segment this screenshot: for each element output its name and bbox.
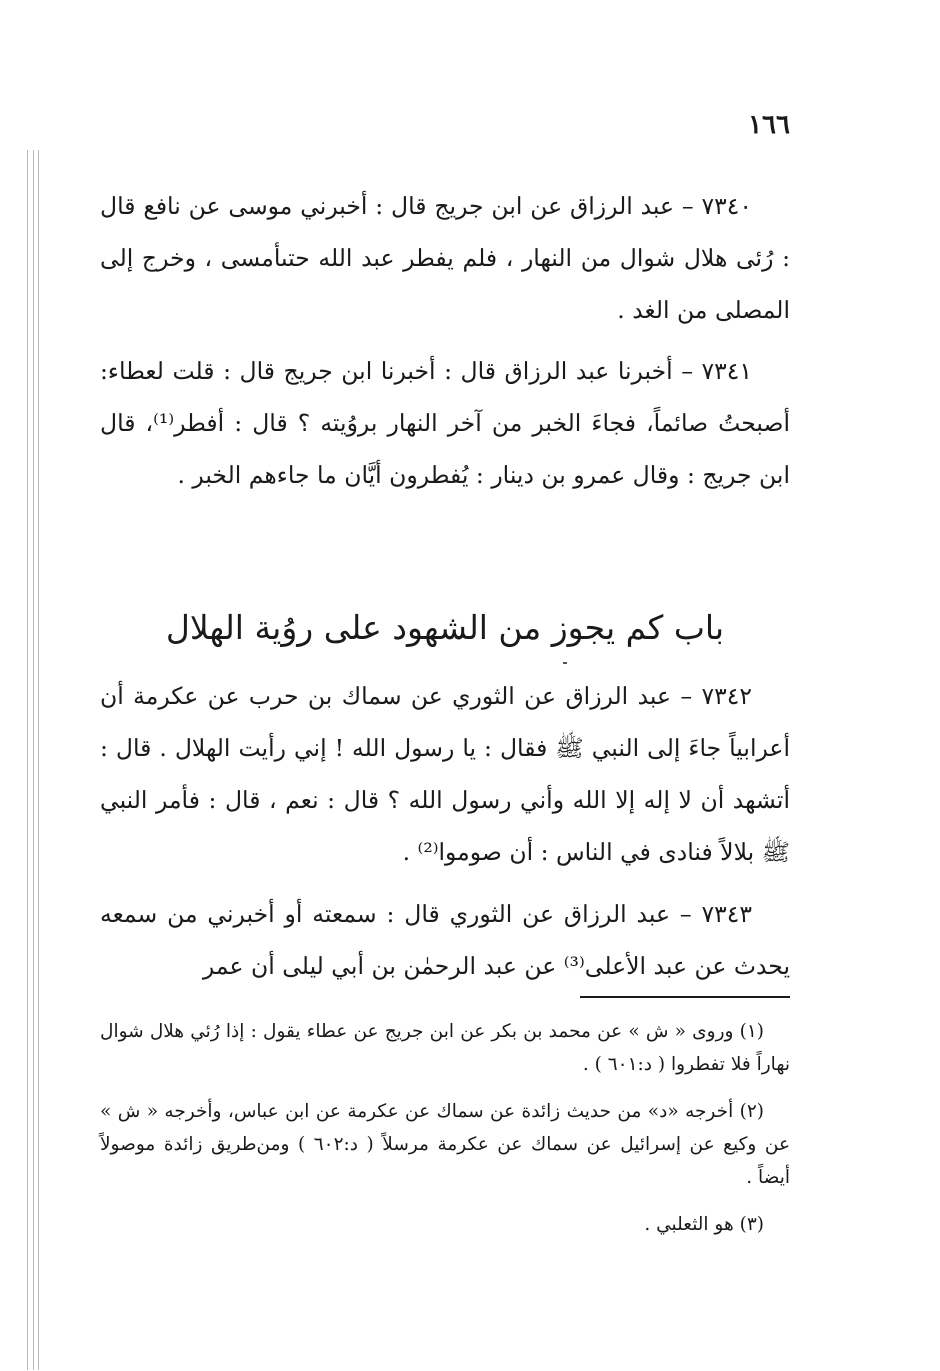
hadith-7341 (100, 345, 790, 501)
scan-artifact-line (38, 150, 39, 1370)
scan-artifact-line (27, 150, 28, 1370)
hadith-text: ٧٣٤٠ – عبد الرزاق عن ابن جريج قال : أخبرني موسى عن نافع قال : رُئى هلال شوال من النهار ، فلم يفطر عبد الله حتىأمسى ، وخرج إلى المصلى من الغد . (100, 192, 790, 324)
hadith-text: ٧٣٤٢ – عبد الرزاق عن الثوري عن سماك بن حرب عن عكرمة أن أعرابياً جاءَ إلى النبي ﷺ فقال : يا رسول الله ! إني رأيت الهلال . قال : أتشهد أن لا إله إلا الله وأني رسول الله ؟ قال : نعم ، قال : فأمر النبي ﷺ بلالاً فنادى في الناس : أن صوموا⁽²⁾ . (100, 682, 790, 866)
footnote-2: (٢) أخرجه «د» من حديث زائدة عن سماك عن عكرمة عن ابن عباس، وأخرجه « ش » عن وكيع عن إسرائيل عن سماك عن عكرمة مرسلاً ( د:٦٠٢ ) ومن‌طريق زائدة موصولاً أيضاً . (100, 1101, 790, 1188)
hadith-7340 (100, 180, 790, 336)
chapter-title: باب كم يجوز من الشهود على روُية الهلال (165, 608, 725, 647)
hadith-text: ٧٣٤١ – أخبرنا عبد الرزاق قال : أخبرنا ابن جريج قال : قلت لعطاء: أصبحتُ صائماً، فجاءَ الخبر من آخر النهار بروُيته ؟ قال : أفطر⁽¹⁾، قال ابن جريج : وقال عمرو بن دينار : يُفطرون أيَّان ما جاءهم الخبر . (100, 357, 790, 489)
page-number: ١٦٦ (748, 110, 790, 140)
chapter-divider-mark (563, 662, 567, 664)
scan-artifact-line (33, 150, 34, 1370)
footnote-3: (٣) هو الثعلبي . (644, 1214, 764, 1235)
footnotes (100, 1015, 790, 1255)
hadith-7342 (100, 670, 790, 878)
footnote-separator (580, 996, 790, 998)
hadith-text: ٧٣٤٣ – عبد الرزاق عن الثوري قال : سمعته أو أخبرني من سمعه يحدث عن عبد الأعلى⁽³⁾ عن عبد الرحمٰن بن أبي ليلى أن عمر (100, 900, 790, 980)
footnote-1: (١) وروى « ش » عن محمد بن بكر عن ابن جريج عن عطاء يقول : إذا رُئي هلال شوال نهاراً فلا تفطروا ( د:٦٠١ ) . (100, 1021, 790, 1075)
hadith-7343 (100, 888, 790, 992)
